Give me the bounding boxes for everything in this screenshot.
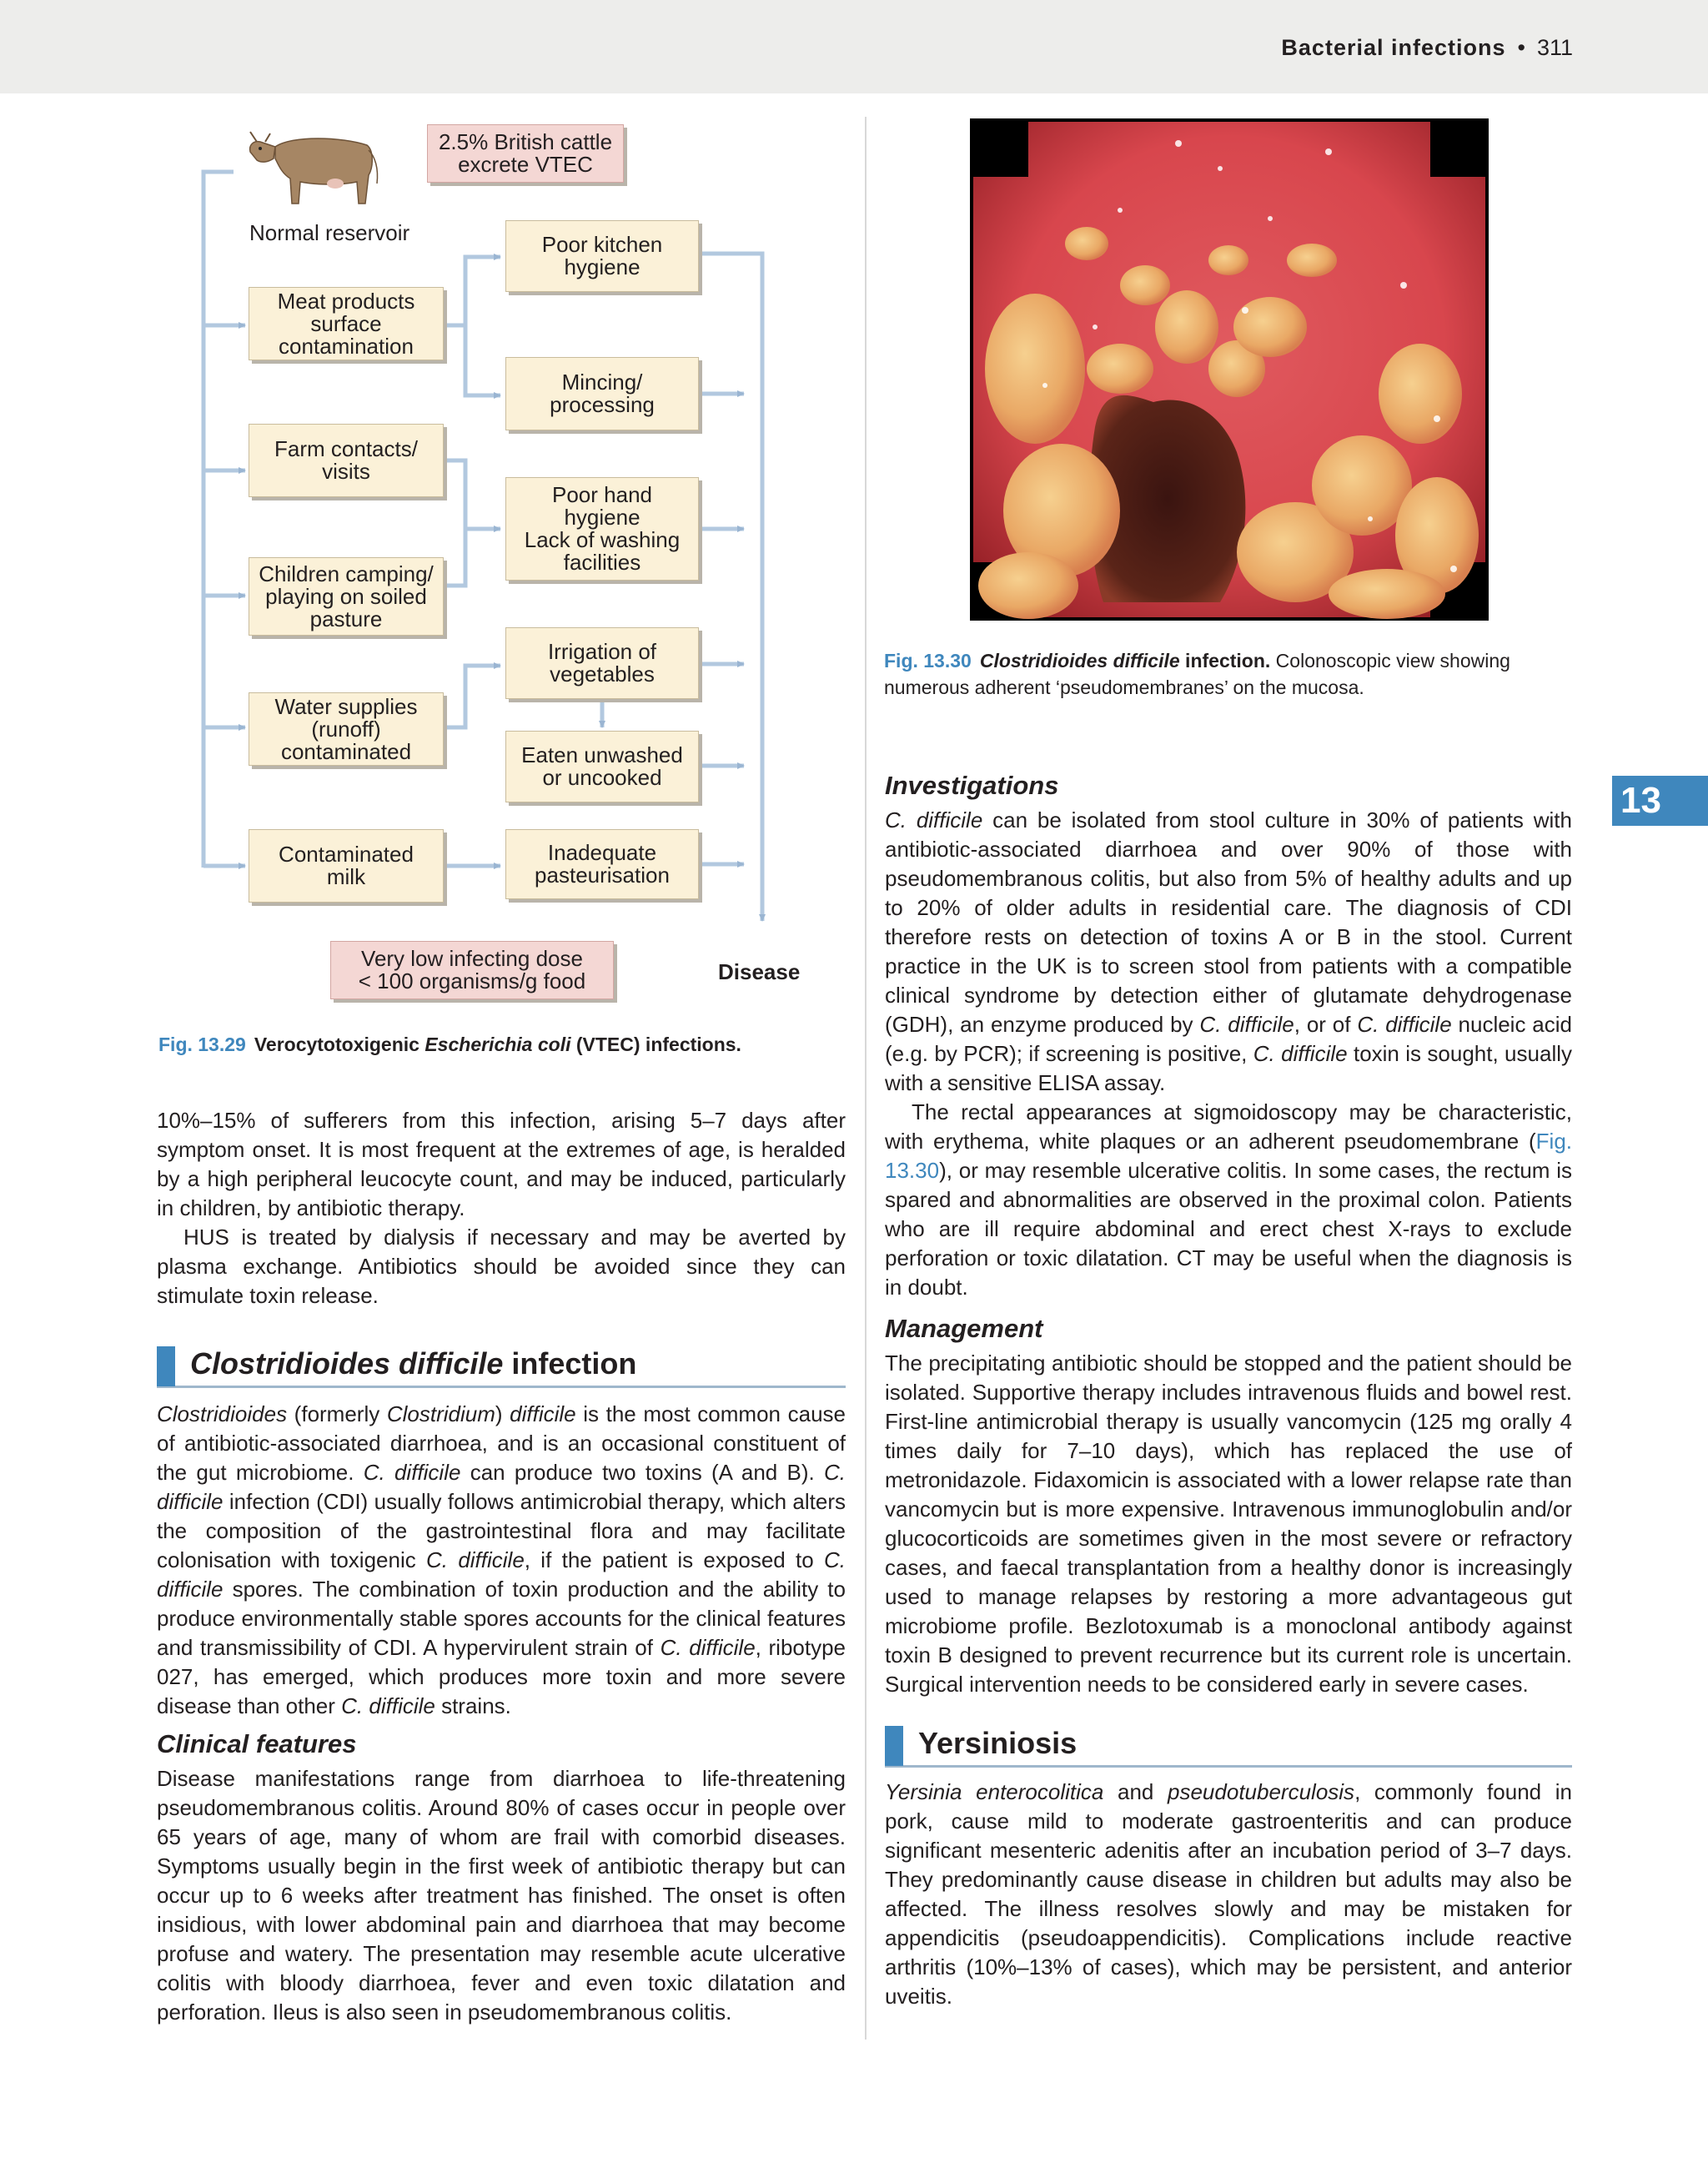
source-farm-contacts: Farm contacts/ visits [249,424,444,497]
route-irrigation-of-vegetables: Irrigation of vegetables [505,627,699,699]
dose-note-box: Very low infecting dose < 100 organisms/g food [330,941,614,999]
cow-icon [242,117,384,209]
running-head-bullet: • [1517,35,1525,60]
vtec-flow-diagram [150,110,817,1011]
running-head [1281,35,1573,61]
investigations-heading: Investigations [885,771,1059,800]
left-column-text [157,1106,846,1310]
heading-bar-icon [157,1346,175,1386]
disease-outcome-label: Disease [718,959,801,984]
cdiff-paragraph: Clostridioides (formerly Clostridium) difficile is the most common cause of antibiotic-associated diarrhoea, and is an occasional constituent of the gut microbiome. C. difficile can produce two toxins (A and B). C. difficile infection (CDI) usually follows antimicrobial therapy, which alters the composition of the gastrointestinal flora and may facilitate colonisation with toxigenic C. difficile, if the patient is exposed to C. difficile spores. The combination of toxin production and the ability to produce environmentally stable spores accounts for the clinical features and transmissibility of CDI. A hypervirulent strain of C. difficile, ribotype 027, has emerged, which produces more toxin and more severe disease than other C. difficile strains. [157,1401,846,1718]
source-children-camping: Children camping/ playing on soiled pasture [249,557,444,636]
hus-paragraph-2: HUS is treated by dialysis if necessary and may be averted by plasma exchange. Antibiotics should be avoided since they can stimulate toxin release. [157,1225,846,1308]
column-rule [865,117,867,2040]
colonoscopy-image [970,118,1489,621]
cdiff-body [157,1400,846,2027]
source-contaminated-milk: Contaminated milk [249,829,444,903]
route-mincing-processing: Mincing/ processing [505,357,699,430]
page-number: 311 [1536,35,1573,60]
clinical-features-heading: Clinical features [157,1729,357,1758]
source-meat-products: Meat products surface contamination [249,287,444,360]
fig-13-30-description: Colonoscopic view showing numerous adherent ‘pseudomembranes’ on the mucosa. [884,650,1510,698]
yersiniosis-paragraph: Yersinia enterocolitica and pseudotuberculosis, commonly found in pork, cause mild to moderate gastroenteritis and can produce significant mesenteric adenitis after an incubation period of 3–7 days. They predominantly cause disease in children but adults may also be affected. The illness resolves slowly and may be mistaken for appendicitis (pseudoappendicitis). Complications include reactive arthritis (10%–13% of cases), which may be persistent, and anterior uveitis. [885,1779,1572,2009]
fig-13-30-title: Clostridioides difficile infection. [979,650,1271,671]
fig-13-29-number: Fig. 13.29 [158,1034,246,1055]
route-poor-kitchen-hygiene: Poor kitchen hygiene [505,220,699,292]
route-eaten-unwashed: Eaten unwashed or uncooked [505,731,699,802]
right-column-text [885,771,1572,2011]
fig-13-30-link[interactable]: Fig. 13.30 [885,1129,1572,1183]
route-poor-hand-hygiene: Poor hand hygiene Lack of washing facilities [505,477,699,581]
management-heading: Management [885,1314,1043,1343]
cattle-note-box: 2.5% British cattle excrete VTEC [427,124,624,183]
fig-13-29-title: Verocytotoxigenic Escherichia coli (VTEC) infections. [254,1034,741,1055]
investigations-paragraph-2: The rectal appearances at sigmoidoscopy may be characteristic, with erythema, white plaques or an adherent pseudomembrane (Fig. 13.30), or may resemble ulcerative colitis. In some cases, the rectum is spared and abnormalities are observed in the proximal colon. Patients who are ill require abdominal and erect chest X-rays to exclude perforation or toxic dilatation. CT may be useful when the diagnosis is in doubt. [885,1099,1572,1300]
heading-bar-icon [885,1726,903,1766]
fig-13-30-number: Fig. 13.30 [884,650,972,671]
cdiff-section-heading: Clostridioides difficile infection [157,1346,846,1388]
yersiniosis-section-heading: Yersiniosis [885,1726,1572,1768]
route-inadequate-pasteurisation: Inadequate pasteurisation [505,829,699,899]
clinical-features-paragraph: Disease manifestations range from diarrhoea to life-threatening pseudomembranous colitis. Around 80% of cases occur in people over 65 years of age, many of whom are frail with comorbid diseases. Symptoms usually begin in the first week of antibiotic therapy but can occur up to 6 weeks after treatment has finished. The onset is often insidious, with lower abdominal pain and diarrhoea that may become profuse and watery. The presentation may resemble acute ulcerative colitis with bloody diarrhoea, fever and even toxic dilatation and perforation. Ileus is also seen in pseudomembranous colitis. [157,1766,846,2025]
fig-13-30-caption [884,647,1575,701]
reservoir-label: Normal reservoir [249,220,410,245]
hus-paragraph-1: 10%–15% of sufferers from this infection, arising 5–7 days after symptom onset. It is most frequent at the extremes of age, is heralded by a high peripheral leucocyte count, and may be induced, particularly in children, by antibiotic therapy. [157,1108,846,1220]
source-water-supplies: Water supplies (runoff) contaminated [249,692,444,766]
management-paragraph: The precipitating antibiotic should be stopped and the patient should be isolated. Supportive therapy includes intravenous fluids and bowel rest. First-line antimicrobial therapy is usually vancomycin (125 mg orally 4 times daily for 7–10 days), which has replaced the use of metronidazole. Fidaxomicin is associated with a lower relapse rate than vancomycin but is more expensive. Intravenous immunoglobulin and/or glucocorticoids are sometimes given in the most severe or refractory cases, and faecal transplantation from a healthy donor is increasingly used to manage relapses by restoring a more advantageous gut microbiome profile. Bezlotoxumab is a monoclonal antibody against toxin B designed to prevent recurrence but its current role is uncertain. Surgical intervention needs to be considered early in severe cases. [885,1351,1572,1697]
chapter-tab: 13 [1612,776,1708,826]
fig-13-29-caption [158,1031,826,1058]
investigations-paragraph-1: C. difficile can be isolated from stool culture in 30% of patients with antibiotic-associated diarrhoea and over 90% of those with pseudomembranous colitis, but also from 5% of healthy adults and up to 20% of older adults in residential care. The diagnosis of CDI therefore rests on detection of toxins A or B in the stool. Current practice in the UK is to screen stool from patients with a compatible clinical syndrome by detection either of glutamate dehydrogenase (GDH), an enzyme produced by C. difficile, or of C. difficile nucleic acid (e.g. by PCR); if screening is positive, C. difficile toxin is sought, usually with a sensitive ELISA assay. [885,807,1573,1095]
running-head-title: Bacterial infections [1281,35,1506,60]
